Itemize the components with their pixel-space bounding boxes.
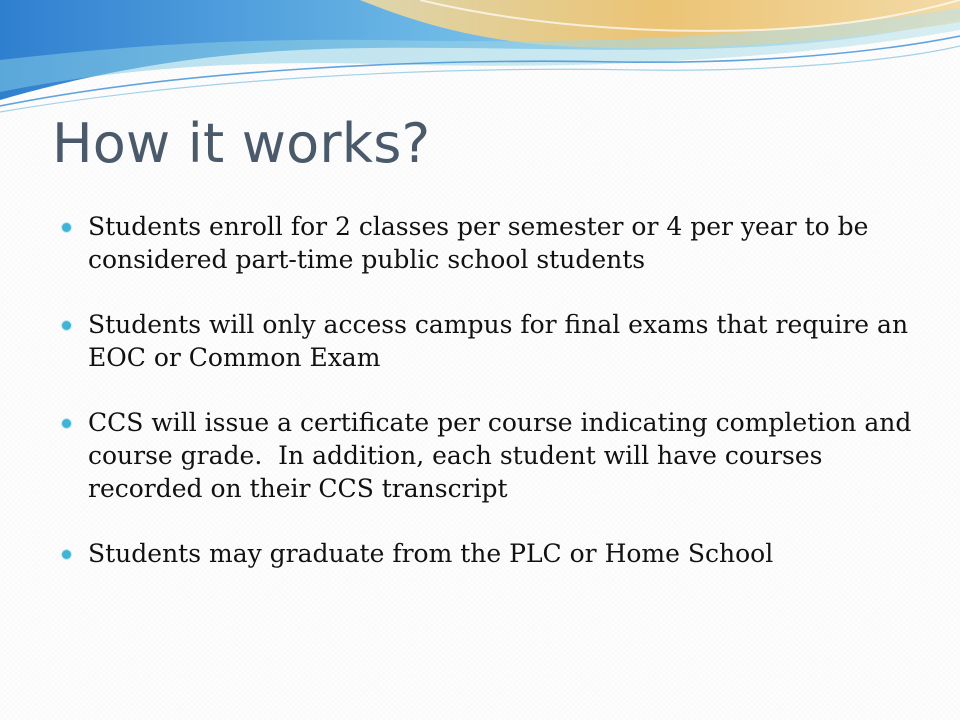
bullet-item (62, 210, 922, 276)
bullet-dot-icon (62, 419, 71, 428)
bullet-dot-icon (62, 223, 71, 232)
bullet-item (62, 308, 922, 374)
slide-title: How it works? (52, 112, 431, 175)
bullet-text: CCS will issue a certificate per course indicating completion and course grade. In addition, each student will have courses recorded on their CCS transcript (88, 408, 920, 503)
bullet-item (62, 537, 922, 570)
bullet-list (62, 210, 922, 570)
bullet-dot-icon (62, 321, 71, 330)
header-wave-decoration (0, 0, 960, 120)
bullet-dot-icon (62, 550, 71, 559)
bullet-item (62, 406, 922, 505)
bullet-text: Students may graduate from the PLC or Home School (88, 539, 774, 568)
bullet-text: Students enroll for 2 classes per semester or 4 per year to be considered part-time public school students (88, 212, 877, 274)
bullet-text: Students will only access campus for final exams that require an EOC or Common Exam (88, 310, 916, 372)
